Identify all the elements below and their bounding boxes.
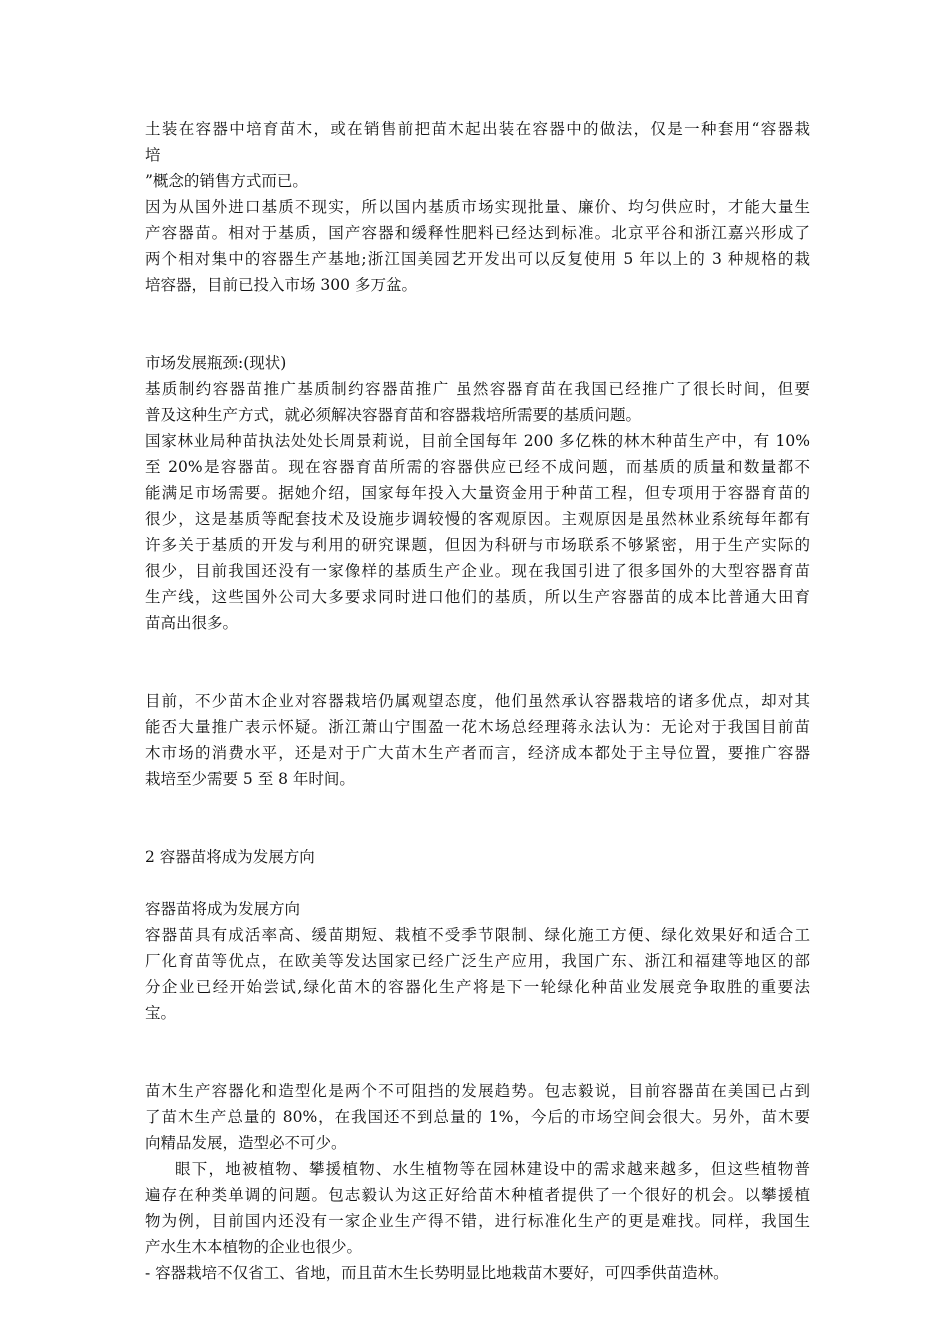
paragraph-line: 很少，这是基质等配套技术及设施步调较慢的客观原因。主观原因是虽然林业系统每年都有: [145, 510, 810, 528]
paragraph-line: 能满足市场需要。据她介绍，国家每年投入大量资金用于种苗工程，但专项用于容器育苗的: [145, 484, 810, 502]
paragraph-line: 至 20%是容器苗。现在容器育苗所需的容器供应已经不成问题，而基质的质量和数量都不: [145, 458, 810, 476]
paragraph-line: 了苗木生产总量的 80%，在我国还不到总量的 1%，今后的市场空间会很大。另外，苗木要: [145, 1108, 810, 1126]
bullet-item: - 容器栽培不仅省工、省地，而且苗木生长势明显比地栽苗木要好，可四季供苗造林。: [145, 1264, 729, 1282]
document-body: [145, 116, 810, 1286]
paragraph-line: 宝。: [145, 1004, 177, 1022]
paragraph-substrate-import: [145, 194, 810, 298]
spacer: [145, 298, 810, 350]
paragraph-line: 产水生木本植物的企业也很少。: [145, 1238, 363, 1256]
paragraph-line: 苗木生产容器化和造型化是两个不可阻挡的发展趋势。包志毅说，目前容器苗在美国已占到: [145, 1082, 810, 1100]
spacer: [145, 792, 810, 844]
paragraph-container-packaging: [145, 116, 810, 194]
paragraph-line: 许多关于基质的开发与利用的研究课题，但因为科研与市场联系不够紧密，用于生产实际的: [145, 536, 810, 554]
spacer: [145, 636, 810, 688]
paragraph-line: 眼下，地被植物、攀援植物、水生植物等在园林建设中的需求越来越多，但这些植物普: [175, 1160, 810, 1178]
heading-market-bottleneck: 市场发展瓶颈:(现状): [145, 354, 287, 372]
paragraph-line: 分企业已经开始尝试,绿化苗木的容器化生产将是下一轮绿化种苗业发展竞争取胜的重要法: [145, 978, 810, 996]
paragraph-plant-demand: [145, 1156, 810, 1260]
heading-section-2: 2 容器苗将成为发展方向: [145, 848, 315, 866]
paragraph-line: 培: [145, 146, 161, 164]
paragraph-line: ”概念的销售方式而已。: [145, 172, 308, 190]
spacer: [145, 1026, 810, 1078]
paragraph-line: 物为例，目前国内还没有一家企业生产得不错，进行标准化生产的更是难找。同样，我国生: [145, 1212, 810, 1230]
paragraph-line: 向精品发展，造型必不可少。: [145, 1134, 347, 1152]
paragraph-line: 基质制约容器苗推广基质制约容器苗推广 虽然容器育苗在我国已经推广了很长时间，但要: [145, 380, 810, 398]
paragraph-wait-and-see: [145, 688, 810, 792]
paragraph-line: 生产线，这些国外公司大多要求同时进口他们的基质，所以生产容器苗的成本比普通大田育: [145, 588, 810, 606]
paragraph-forestry-bureau: [145, 428, 810, 636]
paragraph-line: 产容器苗。相对于基质，国产容器和缓释性肥料已经达到标准。北京平谷和浙江嘉兴形成了: [145, 224, 810, 242]
paragraph-line: 培容器，目前已投入市场 300 多万盆。: [145, 276, 417, 294]
paragraph-line: 能否大量推广表示怀疑。浙江萧山宁围盈一花木场总经理蒋永法认为：无论对于我国目前苗: [145, 718, 810, 736]
paragraph-line: 目前，不少苗木企业对容器栽培仍属观望态度，他们虽然承认容器栽培的诸多优点，却对其: [145, 692, 810, 710]
paragraph-line: 容器苗具有成活率高、缓苗期短、栽植不受季节限制、绿化施工方便、绿化效果好和适合工: [145, 926, 810, 944]
heading-development-direction: 容器苗将成为发展方向: [145, 900, 301, 918]
spacer: [145, 870, 810, 896]
paragraph-line: 木市场的消费水平，还是对于广大苗木生产者而言，经济成本都处于主导位置，要推广容器: [145, 744, 810, 762]
paragraph-line: 苗高出很多。: [145, 614, 239, 632]
paragraph-line: 很少，目前我国还没有一家像样的基质生产企业。现在我国引进了很多国外的大型容器育苗: [145, 562, 810, 580]
paragraph-line: 土装在容器中培育苗木，或在销售前把苗木起出装在容器中的做法，仅是一种套用“容器栽: [145, 120, 810, 138]
paragraph-line: 栽培至少需要 5 至 8 年时间。: [145, 770, 355, 788]
paragraph-line: 两个相对集中的容器生产基地;浙江国美园艺开发出可以反复使用 5 年以上的 3 种规格的栽: [145, 250, 810, 268]
paragraph-container-advantages: [145, 922, 810, 1026]
paragraph-line: 遍存在种类单调的问题。包志毅认为这正好给苗木种植者提供了一个很好的机会。以攀援植: [145, 1186, 810, 1204]
paragraph-trends: [145, 1078, 810, 1156]
paragraph-line: 因为从国外进口基质不现实，所以国内基质市场实现批量、廉价、均匀供应时，才能大量生: [145, 198, 810, 216]
paragraph-line: 厂化育苗等优点，在欧美等发达国家已经广泛生产应用，我国广东、浙江和福建等地区的部: [145, 952, 810, 970]
paragraph-substrate-constraint: [145, 376, 810, 428]
paragraph-line: 普及这种生产方式，就必须解决容器育苗和容器栽培所需要的基质问题。: [145, 406, 642, 424]
paragraph-line: 国家林业局种苗执法处处长周景莉说，目前全国每年 200 多亿株的林木种苗生产中，有 10%: [145, 432, 810, 450]
